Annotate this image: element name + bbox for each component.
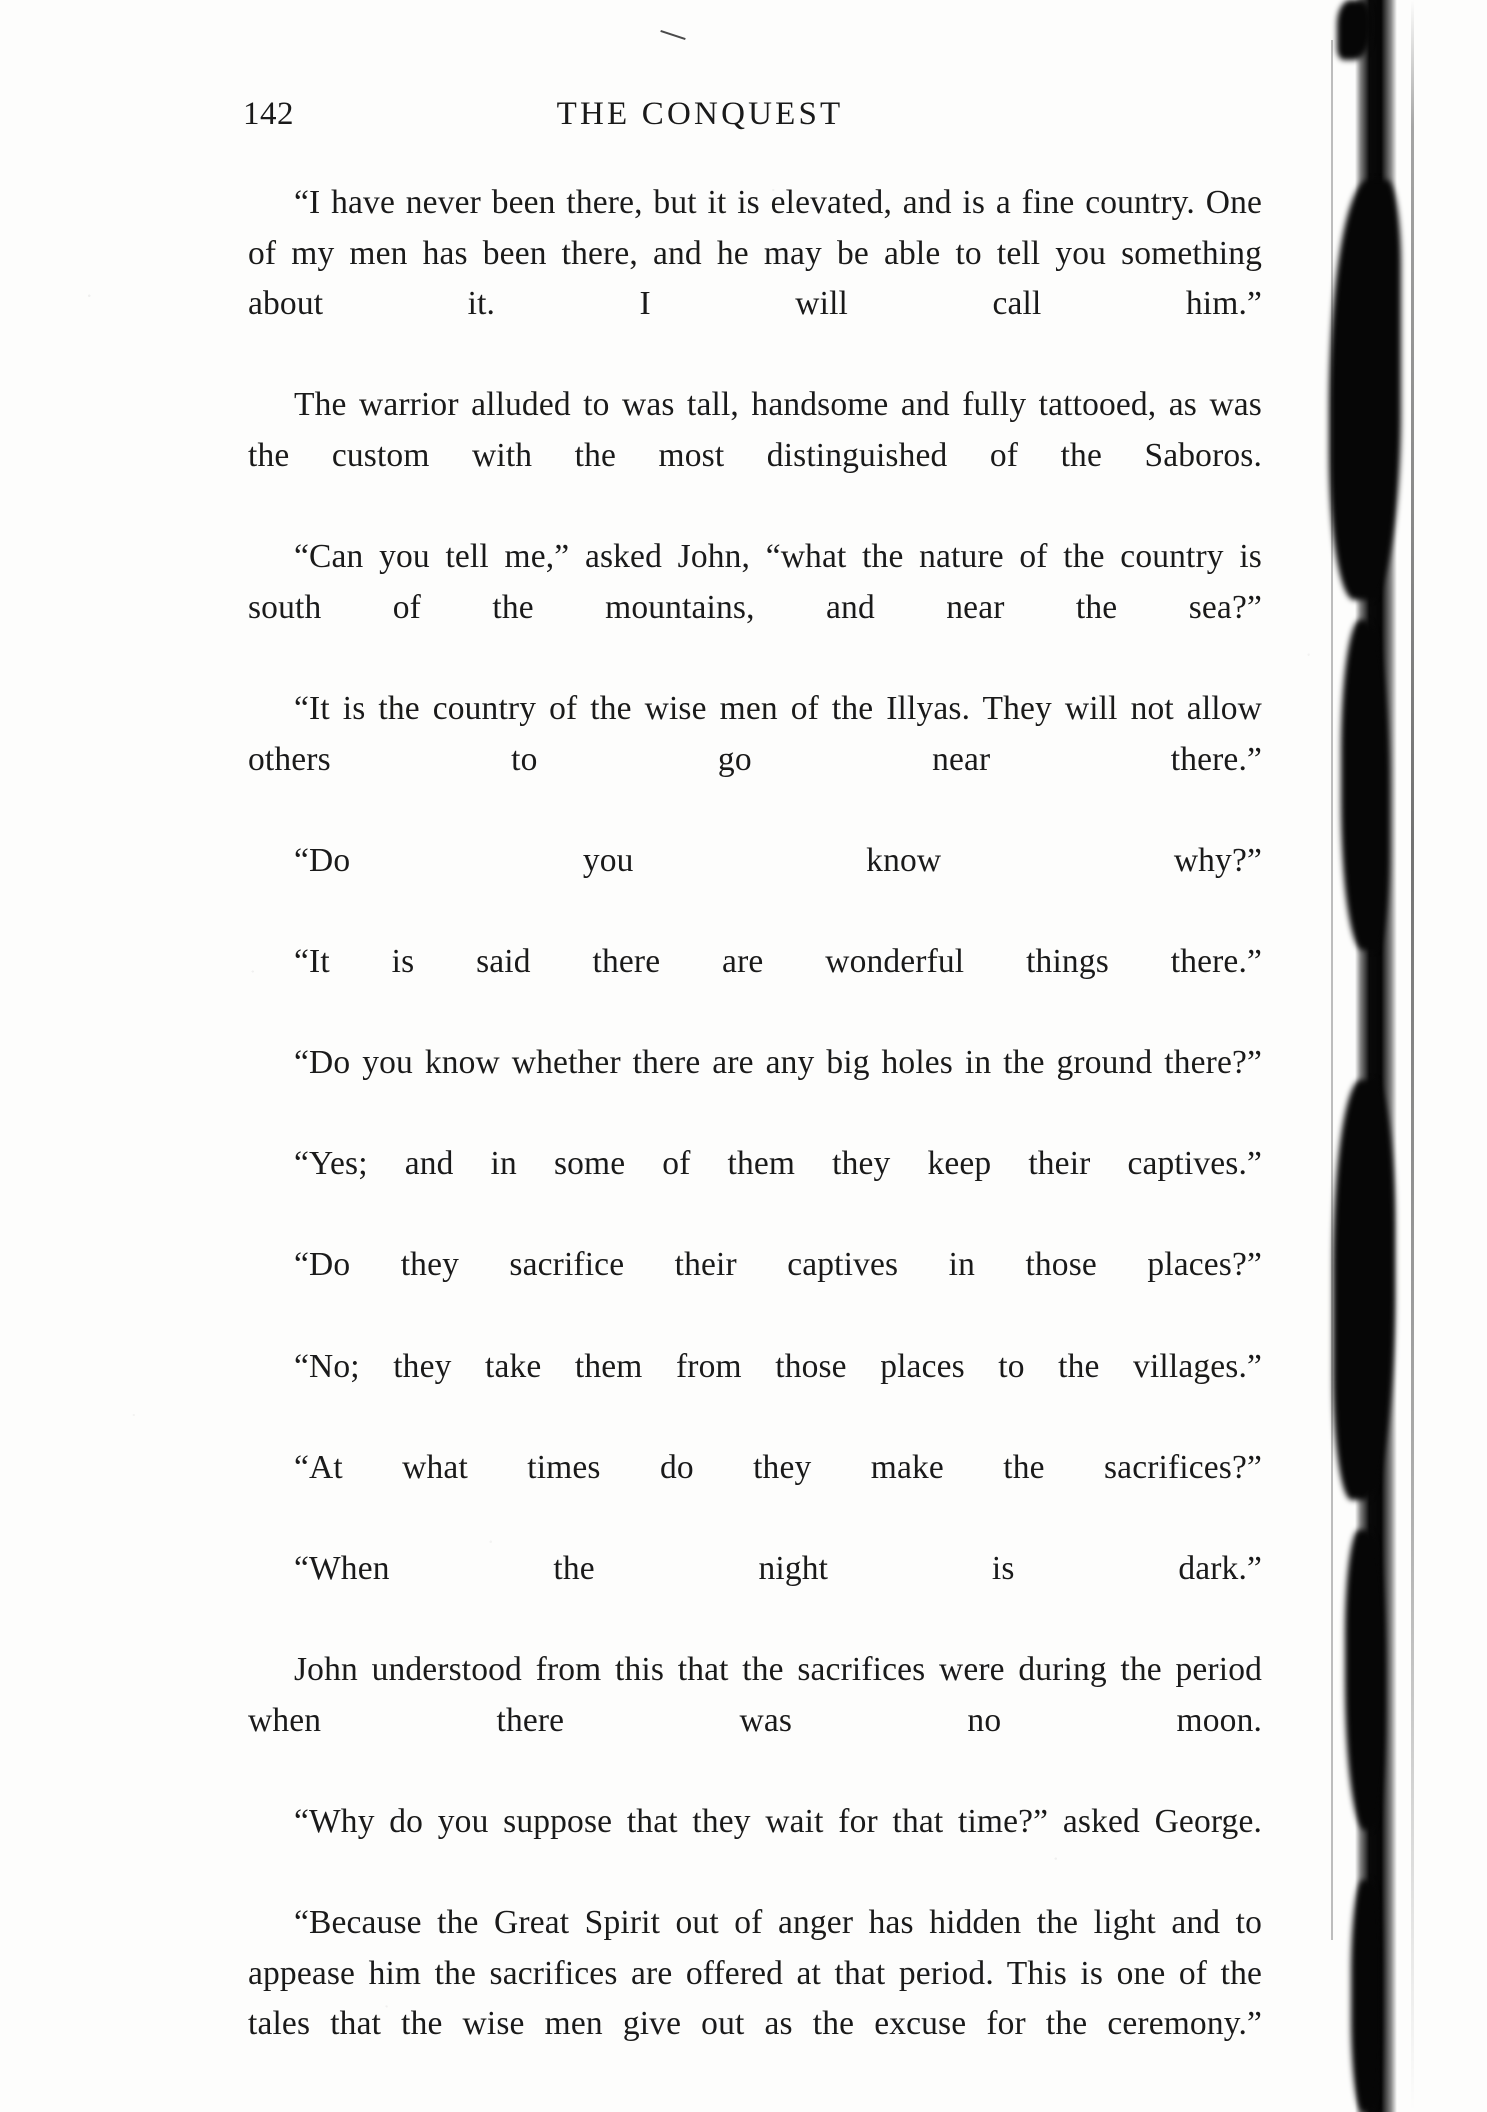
paragraph: “Why do you suppose that they wait for that time?” asked George. bbox=[294, 1803, 1262, 1840]
binding-core bbox=[1355, 0, 1397, 2112]
paragraph: The warrior alluded to was tall, handsome and fully tattooed, as was the custom with the most distinguished of the Saboros. bbox=[248, 386, 1262, 474]
paragraph: “No; they take them from those places to the villages.” bbox=[294, 1347, 1262, 1385]
paragraph: “Do you know why?” bbox=[294, 841, 1262, 879]
paragraph: “At what times do they make the sacrifices?” bbox=[294, 1448, 1262, 1486]
paragraph: “Can you tell me,” asked John, “what the nature of the country is south of the mountains, and near the sea?” bbox=[248, 538, 1262, 626]
binding-hairline bbox=[1331, 40, 1333, 1940]
paragraph: “Do they sacrifice their captives in those places?” bbox=[294, 1246, 1262, 1284]
scan-tick-mark bbox=[660, 30, 685, 40]
paragraph: John understood from this that the sacrifices were during the period when there was no moon. bbox=[248, 1651, 1262, 1739]
binding-blotch bbox=[1345, 1530, 1385, 1830]
binding-blotch bbox=[1351, 1880, 1381, 2112]
paragraph: “Do you know whether there are any big holes in the ground there?” bbox=[294, 1044, 1262, 1082]
paragraph: “Yes; and in some of them they keep their captives.” bbox=[294, 1145, 1262, 1183]
body-text bbox=[248, 178, 1262, 2101]
binding-blotch bbox=[1333, 1080, 1395, 1500]
binding-edge-shadow bbox=[1327, 0, 1487, 2112]
binding-blotch bbox=[1329, 180, 1401, 600]
paragraph: “It is the country of the wise men of the Illyas. They will not allow others to go near there.” bbox=[248, 689, 1262, 778]
paragraph: “It is said there are wonderful things there.” bbox=[294, 942, 1262, 980]
paragraph: “Because the Great Spirit out of anger has hidden the light and to appease him the sacrifices are offered at that period. This is one of the tales that the wise men give out as the excuse for the ceremony.” bbox=[248, 1904, 1262, 2043]
binding-inner-line bbox=[1411, 0, 1414, 2112]
paragraph: “I have never been there, but it is elevated, and is a fine country. One of my men has been there, and he may be able to tell you something about it. I will call him.” bbox=[248, 184, 1262, 323]
binding-blotch bbox=[1337, 0, 1371, 60]
page-number: 142 bbox=[243, 96, 294, 132]
paragraph: “When the night is dark.” bbox=[294, 1550, 1262, 1588]
running-title: THE CONQUEST bbox=[556, 96, 844, 132]
binding-blotch bbox=[1341, 620, 1389, 950]
